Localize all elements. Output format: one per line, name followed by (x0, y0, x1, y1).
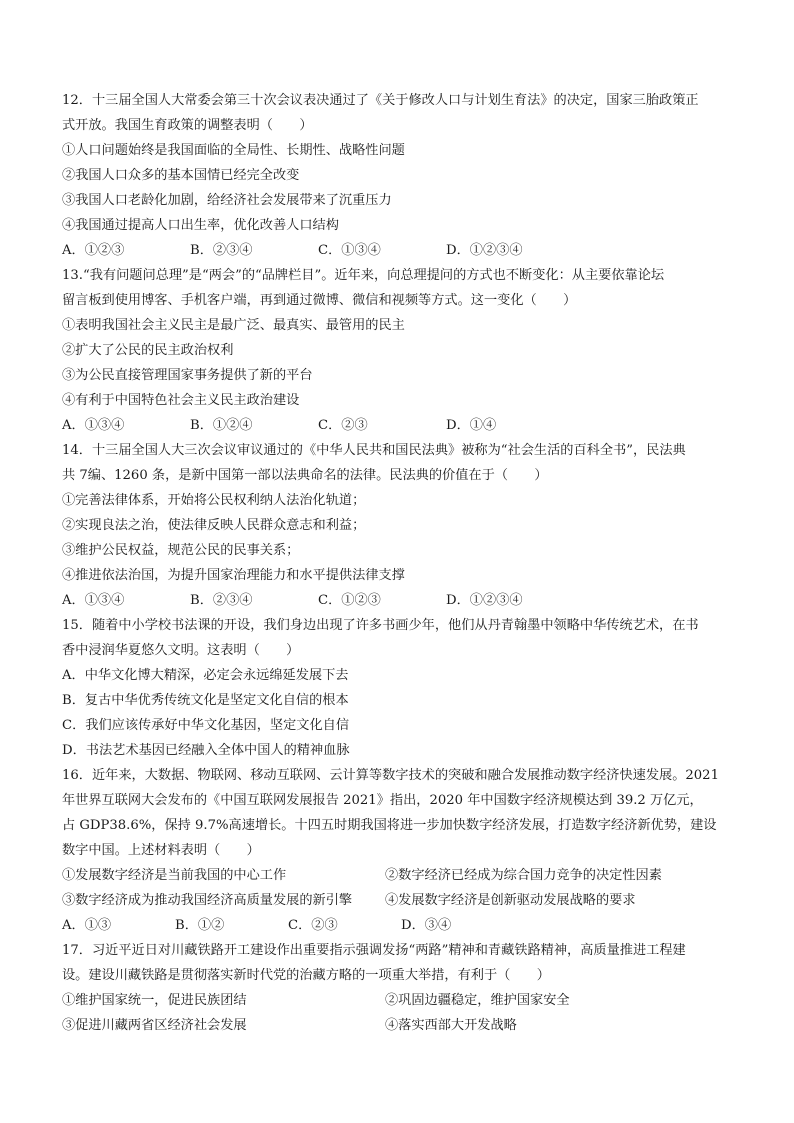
option-b: B．②③④ (190, 593, 253, 608)
question-stem-line: 17．习近平近日对川藏铁路开工建设作出重要指示强调发扬“两路”精神和青藏铁路精神，高质量推进工程建 (62, 943, 686, 958)
option-a: A．①②③ (62, 243, 125, 258)
statement-item: ②实现良法之治，使法律反映人民群众意志和利益； (62, 518, 366, 533)
statement-row (62, 1013, 734, 1038)
statement-item: ①完善法律体系，开始将公民权利纳人法治化轨道； (62, 493, 366, 508)
question-stem-line: 式开放。我国生育政策的调整表明（ ） (62, 118, 313, 133)
option-d: D．③④ (401, 918, 452, 933)
question-stem-line: 14．十三届全国人大三次会议审议通过的《中华人民共和国民法典》被称为“社会生活的百科全书”，民法典 (62, 443, 686, 458)
answer-options (62, 238, 734, 263)
answer-options (62, 913, 734, 938)
option-d: D．书法艺术基因已经融入全体中国人的精神血脉 (62, 743, 350, 758)
option-b: B．②③④ (190, 243, 253, 258)
question-stem-line: 香中浸润华夏悠久文明。这表明（ ） (62, 643, 300, 658)
answer-options (62, 413, 734, 438)
statement-item: ④推进依法治国，为提升国家治理能力和水平提供法律支撑 (62, 568, 405, 583)
option-c: C．我们应该传承好中华文化基因，坚定文化自信 (62, 718, 350, 733)
exam-page (62, 88, 734, 1038)
statement-item: ①表明我国社会主义民主是最广泛、最真实、最管用的民主 (62, 318, 405, 333)
question-stem-line: 12．十三届全国人大常委会第三十次会议表决通过了《关于修改人口与计划生育法》的决定，国家三胎政策正 (62, 93, 699, 108)
option-c: C．②③ (318, 418, 368, 433)
question-stem-line: 15．随着中小学校书法课的开设，我们身边出现了许多书画少年，他们从丹青翰墨中领略中华传统艺术，在书 (62, 618, 699, 633)
question-stem-line: 13.“我有问题问总理”是“两会”的“品牌栏目”。近年来，向总理提问的方式也不断变化：从主要依靠论坛 (62, 268, 665, 283)
question-stem-line: 数字中国。上述材料表明（ ） (62, 843, 260, 858)
option-d: D．①②③④ (446, 593, 523, 608)
statement-item: ③数字经济成为推动我国经济高质量发展的新引擎 (62, 893, 353, 908)
statement-item: ③我国人口老龄化加剧，给经济社会发展带来了沉重压力 (62, 193, 392, 208)
statement-item: ④落实西部大开发战略 (385, 1018, 517, 1033)
option-d: D．①④ (446, 418, 497, 433)
option-a: A．①③ (62, 918, 112, 933)
question-15 (62, 613, 734, 763)
option-a: A．①③④ (62, 418, 125, 433)
option-c: C．①③④ (318, 243, 381, 258)
option-c: C．②③ (288, 918, 338, 933)
statement-item: ②巩固边疆稳定，维护国家安全 (385, 993, 570, 1008)
statement-item: ③为公民直接管理国家事务提供了新的平台 (62, 368, 313, 383)
statement-item: ④有利于中国特色社会主义民主政治建设 (62, 393, 300, 408)
answer-options (62, 588, 734, 613)
question-stem-line: 16．近年来，大数据、物联网、移动互联网、云计算等数字技术的突破和融合发展推动数字经济快速发展。2021 (62, 768, 719, 783)
statement-item: ④我国通过提高人口出生率，优化改善人口结构 (62, 218, 339, 233)
statement-item: ①人口问题始终是我国面临的全局性、长期性、战略性问题 (62, 143, 405, 158)
statement-item: ②数字经济已经成为综合国力竞争的决定性因素 (385, 868, 662, 883)
statement-row (62, 888, 734, 913)
question-stem-line: 设。建设川藏铁路是贯彻落实新时代党的治藏方略的一项重大举措，有利于（ ） (62, 968, 550, 983)
statement-item: ④发展数字经济是创新驱动发展战略的要求 (385, 893, 636, 908)
option-b: B．①② (175, 918, 225, 933)
statement-item: ②扩大了公民的民主政治权利 (62, 343, 234, 358)
question-14 (62, 438, 734, 613)
question-17 (62, 938, 734, 1038)
question-12 (62, 88, 734, 263)
statement-item: ②我国人口众多的基本国情已经完全改变 (62, 168, 300, 183)
option-c: C．①②③ (318, 593, 381, 608)
statement-item: ③维护公民权益，规范公民的民事关系； (62, 543, 300, 558)
option-a: A．中华文化博大精深，必定会永远绵延发展下去 (62, 668, 349, 683)
statement-item: ①发展数字经济是当前我国的中心工作 (62, 868, 287, 883)
statement-row (62, 988, 734, 1013)
statement-item: ①维护国家统一，促进民族团结 (62, 993, 247, 1008)
question-stem-line: 留言板到使用博客、手机客户端，再到通过微博、微信和视频等方式。这一变化（ ） (62, 293, 577, 308)
question-13 (62, 263, 734, 438)
question-stem-line: 共 7编、1260 条，是新中国第一部以法典命名的法律。民法典的价值在于（ ） (62, 468, 548, 483)
question-stem-line: 占 GDP38.6%，保持 9.7%高速增长。十四五时期我国将进一步加快数字经济发展，打造数字经济新优势，建设 (62, 818, 717, 833)
option-d: D．①②③④ (446, 243, 523, 258)
option-a: A．①③④ (62, 593, 125, 608)
option-b: B．复古中华优秀传统文化是坚定文化自信的根本 (62, 693, 349, 708)
question-16 (62, 763, 734, 938)
statement-row (62, 863, 734, 888)
statement-item: ③促进川藏两省区经济社会发展 (62, 1018, 247, 1033)
question-stem-line: 年世界互联网大会发布的《中国互联网发展报告 2021》指出，2020 年中国数字经济规模达到 39.2 万亿元， (62, 793, 703, 808)
option-b: B．①②④ (190, 418, 253, 433)
